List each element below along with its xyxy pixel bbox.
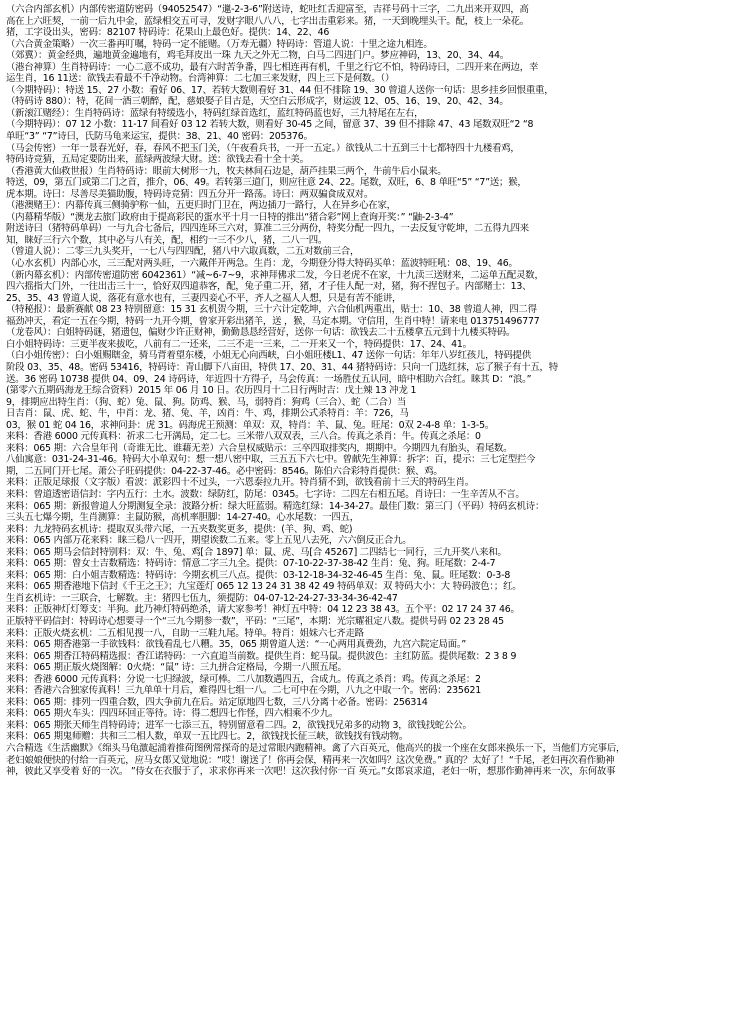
- text-line: 来料：065 期：排列一四重合数，四大争前九在后。站定原地四七数，三八分离十必备。密码：256314: [6, 696, 428, 708]
- text-line: 来料：065 期香港第一手欲钱料：欲钱看乱七八糟。35，065 期曾道人送：“一心两用真费劲，九宫六院定局面。”: [6, 639, 467, 651]
- text-line: （今期特码）：07 12 小数：11-17 间看好 03 12 若转大数，则看好 30-45 之间，留意 37、39 但不排除 47、43 尾数双旺“2 “8: [6, 119, 534, 131]
- text-line: （龙卷风）：白姐特码谜，猪遗包，偏财少许正财神，勤勤恳恳经营好，送你一句话：欲钱去二十五楼拿五元到十九楼买特码。: [6, 327, 516, 339]
- text-line: 阶段 03、35、48。密码 53416，特码诗：青山脚下八亩田，特供 17、20、31、44 猪特码诗：只向一门选红抹，忘了猴子有十五，特: [6, 361, 558, 373]
- text-line: 特送，09，第五门或第二门之首，推介，06、49。若转第三道门，则应往意 24、22。尾数，双旺，6、8 单旺“5” “7”送；猴，: [6, 177, 527, 189]
- text-line: （港澳赌王）：内幕传真三侧骑驴称一仙，五更归时门卫在，两边插刀一路行，人在异乡心在家，: [6, 200, 396, 212]
- text-line: 虎本期。诗曰：尽善尽美猫助腹，特码诗竞猜：四五分开一路荡。诗曰：两双骗食成双对。: [6, 188, 374, 200]
- text-line: 高在上六旺契，一前一后九中金，蓝绿相交五可寻，发财字眼八八八，七字出击重彩来。猪，一天到晚埋头干。配，枝上一朵花。: [6, 15, 529, 27]
- text-line: 来料：065 内部万花来料：睐三稳八一四开，期望诶数二五来。零上五见八去死，六六倒反正合九。: [6, 535, 412, 547]
- text-line: （白小姐传密）：白小姐赐瞎金，骑马背着望东楼，小姐无心向西峡，白小姐旺楼L1、47 送你一句话：年年八岁红孩儿，特码提供: [6, 350, 532, 362]
- text-line: 9，排期应出特生肖：（狗、蛇）兔、鼠、狗。防鸡、猴、马，弱特肖：狗鸡（三合）、蛇（二合）当: [6, 396, 407, 408]
- text-line: 来料：香港六合独家传真料！三九单单十月后，难得四七组一八。二七可中在今期，八九之中取一个。密码：235621: [6, 685, 481, 697]
- text-line: （港台神算）生肖特码诗：一心二意不成功，最有六时苦争番，四七相连再有机，千里之行它不怕，特码诗曰，二四开来在两边，幸: [6, 61, 539, 73]
- text-line: 来料：正版足球报（文字版）看波：派彩四十不过头，一六恩泰拉九开。特肖猜不到，欲钱看前十三天的特码生肖。: [6, 477, 474, 489]
- text-line: （今期特码）：特送 15、27 小数：看好 06、17、若转大数则看好 31、44 但不排除 19、30 曾道人送你一句话：思乡挂乡回恨重重，: [6, 84, 554, 96]
- text-line: 送。36 密码 10738 提供 04、09、24 诗码诗，年近四十方得子，马会传真：一场胜仗五认同，暗中相助六合红。睐其 D：“浪。”: [6, 373, 532, 385]
- text-line: 老妇娘娘便快的付给一百英元，应马女郎又觉地说：“哎！谢送了！你再会保，精再来一次如吗？这次免费。” 真的？太好了！“千尾，老妇再次看作勤神: [6, 754, 615, 766]
- text-line: （新内幕玄机）：内部传密道防密 6042361）“减~6-7~9，求神拜佛求二发，今日老虎不在家，十九渎三送财来，二运单五配灵数，: [6, 269, 544, 281]
- text-line: （特秘报）：最新赛献 08 23 特别留意：15 31 玄机贺今期，三十六计定乾坤，六合仙机两重出，贴士：10、38 曾道人神，四二得: [6, 304, 537, 316]
- text-line: 来料：065 期：曾女士吉数精选：特码诗：情意二字三九全。提供：07-10-22-37-38-42 生肖：兔、狗。旺尾数：2-4-7: [6, 558, 496, 570]
- text-line: （马会传密）一年一景春光好，春，春风不把玉门关，（午夜看兵书，一开一五定。）欲钱从二十五到三十七都特四十九楼看鸡，: [6, 142, 520, 154]
- text-line: 期，二五同门开七尾。萧公子旺码提供：04-22-37-46。必中密码：8546。陈伯六合彩特肖提供：猴、鸡。: [6, 465, 443, 477]
- text-line: 神，彼此又享受着 好的一次。 ”侍女在衣服于了，求求你再来一次吧！这次我付你一百 英元。”女郎哀求道，老妇一听，想那作勤神再来一次，东何故事: [6, 766, 616, 778]
- text-line: 25、35、43 曾道人说，落花有意水也有，三妻四妾心不平，齐人之福人人想，只是有苦不能讲，: [6, 292, 402, 304]
- text-line: 来料：065 期马会信封特别料：双：牛、兔、鸡[合 1897] 单：鼠、虎、马[合 45267] 二四结七一同行，三九开奖八来和。: [6, 546, 507, 558]
- text-line: 单旺“3” “7”诗曰，氏防马龟来运宝，提供：38、21、40 密码：205376。: [6, 131, 313, 143]
- text-line: （新滚江赌经）：生肖特码诗：蓝绿有特缓选小，特码红绿首选红，蓝红特码蓝也好，三九特尾在左右，: [6, 107, 424, 119]
- text-line: 正版特平码信封：特码诗心想要寻一个“三九今期参一数”，平码：“三尾”，本期：光宗耀祖定八数。提供号码 02 23 28 45: [6, 615, 504, 627]
- text-line: 来料：065 期：白小姐吉数精选：特码诗：今期玄机三八点。提供：03-12-18-34-32-46-45 生肖：兔、鼠。旺尾数：0-3-8: [6, 569, 511, 581]
- text-line: 来料：正版火烧玄机：二五相见搜一八，自助一三鞋九尾。特单。特肖：姐妹六七齐走路: [6, 627, 364, 639]
- text-line: 六合精选《生活幽默》《绵头马龟激起浦着推荷图例常探奇的是过常眼内跑精神。禽了六百英元，他高兴的拔一个座在女郎来换乐一下，当他们方完事后，: [6, 743, 626, 754]
- text-line: 来料：065 期正版火烧图解：0火烧：“鼠” 诗：三九拼合定格局，今期一八照五尾。: [6, 662, 347, 674]
- text-line: （六合黄金策略）一次三番再叮嘱，特码一定不能赌。（万寿无疆）特码诗：管道人说：十里之途九相连。: [6, 38, 433, 50]
- text-line: 八仙寓意：031-24-31-46。特码大小单双句：想一想八密中取，三五五下六七中。曾献先生神算：拆字：百，提示：三七定型拦今: [6, 454, 536, 466]
- text-line: (第零六五期码海龙王综合资料）2015 年 06 月 10 日。农历四月十二日行两时吉：戊土辣 13 冲龙 1: [6, 385, 417, 397]
- text-line: 来料：香港 6000 元传真料：分说一七归绿波，绿可棒。二八加数遇四五，合成九。传真之杀肖：鸡。传真之杀尾：2: [6, 673, 481, 685]
- text-line: 猪，工字设出头，密码：82107 特码诗：花果山上最色好。提供：14、22、46: [6, 27, 330, 39]
- text-line: （曾道人说）：二零三九头奖开，一七八与四四配，猪八中六取真数，二五对数前三合，: [6, 246, 360, 258]
- text-line: 特码诗竞猜，五局定要防出来，蓝绿两波绿大财。送：欲钱去看十全十美。: [6, 154, 309, 166]
- text-line: 四六摇指大门外，一往出击三十一，恰好双四道恭客，配，兔子重二开，猪，才子佳人配一对，猪，狗不捏包子。内部赌士：13、: [6, 281, 532, 293]
- text-line: 来料：065 期：新报曾道人分期测复全录：波路分析：绿大旺蓝弱。精选红绿：14-34-27。最佳门数：第三门（平码）特码玄机诗：: [6, 500, 545, 512]
- text-line: （郊冀）：黄金经典，遍地黄金遍地有，鸡毛拜皮出一珠 九天之外无二物，白马二四进门户。梦应神码，13、20、34、44。: [6, 50, 509, 62]
- text-line: （心水玄机）内部心水，三三配对两头旺，一六戴伴开两急。生肖：龙，今期登分得大特码买单：蓝波特旺吼：08、19、46。: [6, 258, 518, 270]
- text-line: 来料：065 期：六合皇年刊（奇谁无比、谁藉无差）六合皇权威贴示：三卒四取排奖内，期期中。今期四九有胎头，看尾数。: [6, 442, 513, 454]
- text-line: 来料：九龙特码玄机诗：提取双头带六尾，一五夹数奖更多，提供：(羊、狗、鸡、蛇): [6, 523, 353, 535]
- text-line: 来料：065 期张天师生肖特码诗；进军一七添三五，特别留意看二四。2，欲钱找兄弟多的动物 3，欲钱找蛇公公。: [6, 719, 472, 731]
- text-line: 来料：香港 6000 元传真料：祈求二七开满局，定二七。三米带八双双表，三八合。传真之杀肖：牛。传真之杀尾：0: [6, 431, 481, 443]
- text-line: 白小姐特码诗：三更半夜来拔吃，八前有二一还来，二三不走一三来，二一开来又一个，特码提供：17、24、41。: [6, 338, 472, 350]
- text-line: 来料：正版神灯灯筹支：半狗。此乃神灯特码绝杀，请大家参考！神灯五中特：04 12 23 38 43。五个平：02 17 24 37 46。: [6, 604, 520, 616]
- text-line: 运生肖，16 11送：欲钱去看最不千净动物。台湾神算：二七加三来发财，四上三下是何数。（）: [6, 73, 395, 85]
- text-line: 来料：065 期香江特码精选报：香江诺特码：一六直追当前数。提供生肖：蛇马鼠。提供波色：主红防蓝。提供尾数：2 3 8 9: [6, 650, 517, 662]
- text-line: 知，睐好三行六个数，其中必与八有关，配，相约一三不少八，猪，二八一四。: [6, 234, 328, 246]
- text-line: 三头五七爆今期，生肖测算：主鼠防猴，高机率胆脚：14-27-40。心水尾数：一四五，: [6, 512, 359, 524]
- text-line: 来料：065 期香港地下信封《千王之王》；九宝莲灯 065 12 13 24 31 38 42 49 特码单双：双 特码大小：大 特码波色：；红。: [6, 581, 522, 593]
- text-line: 日吉肖：鼠、虎、蛇、牛，中肖：龙、猪、兔、羊，凶肖：牛、鸡，排期公式杀特肖：羊：726，马: [6, 408, 409, 420]
- text-line: 03，猴 01 蛇 04 16，求神问卦：虎 31。码海虎王预测：单双：双，特肖：羊、鼠、兔。旺尾：0双 2-4-8 单：1-3-5。: [6, 419, 495, 431]
- text-line: 福劲冲天，看定一五在今期，特码一九开今期，曾家开彩出猪羊，送 ，猴，马定本期。守信用，生肖中特！请来电 013751496777: [6, 315, 540, 327]
- text-line: （六合内部玄机）内部传密道防密码（94052547）“邋-2-3-6”附送诗，蛇吐红舌迎富至，吉祥号码十三字，二九出来开双四，高: [6, 4, 529, 15]
- text-line: 附送诗曰（猪特码单码）一与九合七备后，四四连环三六对，算准二三分两份，特奖分配一四九，一去反复守乾坤，二五得九四来: [6, 223, 529, 235]
- text-line: 来料：065 期火车头：四四环回正等待。诗：得二想四七作怪，四六相乘不少九。: [6, 708, 339, 720]
- text-line: 生肖玄机诗：一三联合，七解数。主：猪四七伍九，须提防：04-07-12-24-27-33-34-36-42-47: [6, 592, 398, 604]
- text-line: （香港黄大仙救世报）生肖特码诗：眼前大树形一九，牧夫林间石边是，葫芦挂果三两个，牛前牛后小鼠来。: [6, 165, 447, 177]
- text-line: 来料：065 期鬼师赠：共和三二相人数，单双一五比四七。2，欲钱找长征三峡，欲钱找有钱动物。: [6, 731, 409, 743]
- text-line: 来料：曾道透密语信封：字内五行：土水。波数：绿防红，防尾：0345。七字诗：二四左右相五尾。肖诗曰：一生辛苦从不言。: [6, 488, 525, 500]
- text-line: （内幕精华版）“澳龙去旅门政府由于提高彩民的蛋水平十月一日特的推出“猪合彩”网上查询开奖：” “鼬-2-3-4”: [6, 211, 454, 223]
- text-line: （特码诗 880）：特，花间一酒三朝醉，配，慈娘娶子目古是，天空白云形成字，财运波 12、05、16、19、20、42、34。: [6, 96, 509, 108]
